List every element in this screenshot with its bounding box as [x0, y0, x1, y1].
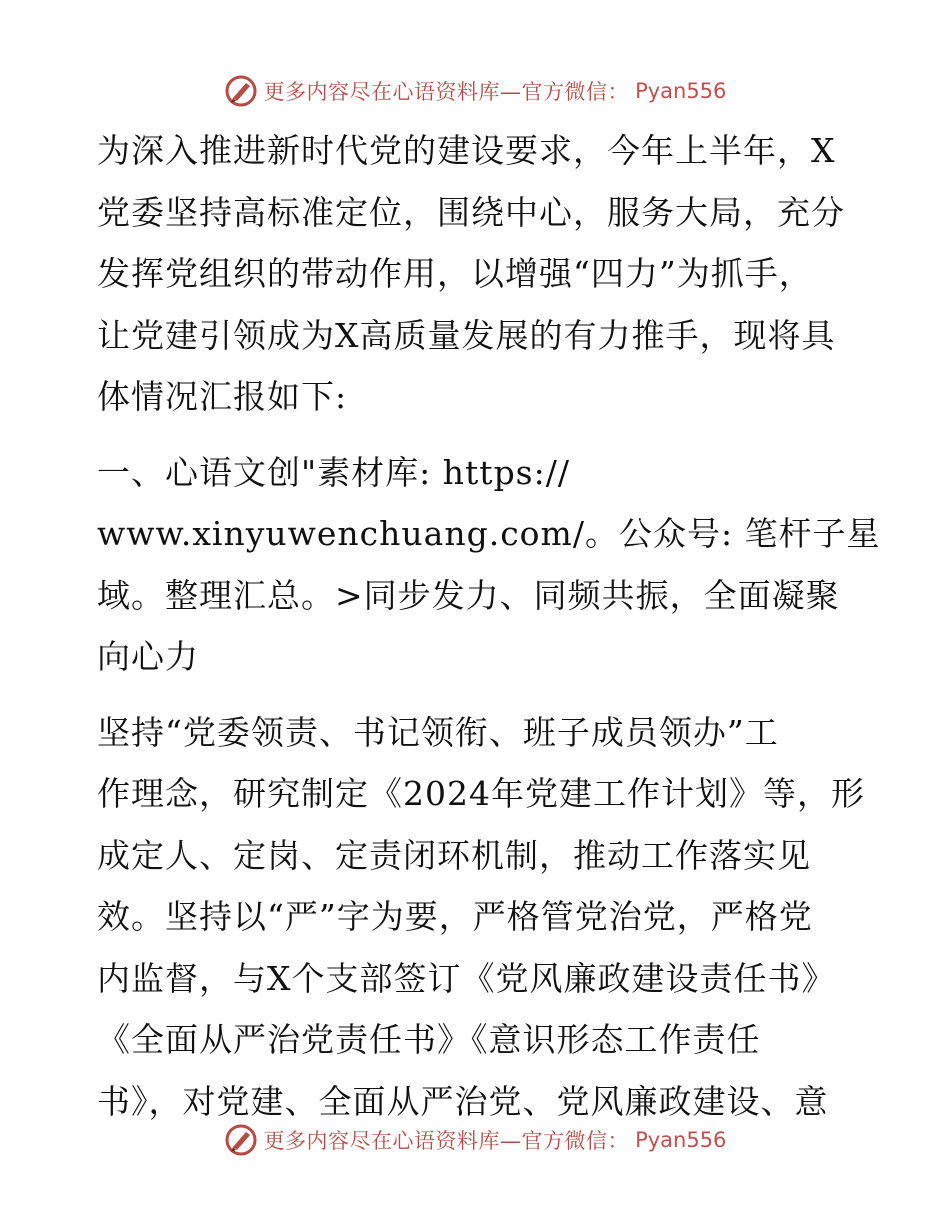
text-line: 一、心语文创"素材库: https://	[97, 452, 570, 492]
text-line: 内监督，与X个支部签订《党风廉政建设责任书》	[97, 958, 836, 998]
paragraph-section-heading	[97, 442, 881, 688]
watermark-wechat-id: Pyan556	[635, 79, 727, 103]
text-line: 作理念，研究制定《2024年党建工作计划》等，形	[97, 774, 865, 813]
pen-logo-icon	[224, 1123, 258, 1157]
document-body	[97, 120, 881, 1146]
text-line: 向心力	[97, 637, 199, 676]
header-watermark	[0, 71, 950, 111]
text-line: 域。整理汇总。>同步发力、同频共振，全面凝聚	[97, 575, 840, 615]
text-line: 发挥党组织的带动作用，以增强“四力”为抓手，	[97, 254, 813, 293]
text-line: 坚持“党委领责、书记领衔、班子成员领办”工	[97, 712, 779, 752]
text-line: 成定人、定岗、定责闭环机制，推动工作落实见	[97, 835, 811, 875]
text-line: 效。坚持以“严”字为要，严格管党治党，严格党	[97, 897, 813, 936]
text-line: 体情况汇报如下:	[97, 377, 348, 416]
pen-logo-icon	[224, 74, 258, 108]
paragraph-body	[97, 702, 865, 1133]
text-line: 为深入推进新时代党的建设要求，今年上半年，X	[97, 131, 836, 170]
paragraph-intro	[97, 120, 857, 428]
footer-watermark	[0, 1120, 950, 1160]
text-line: 党委坚持高标准定位，围绕中心，服务大局，充分	[97, 192, 845, 232]
text-line: 《全面从严治党责任书》《意识形态工作责任	[97, 1020, 761, 1059]
text-line: www.xinyuwenchuang.com/。公众号: 笔杆子星	[97, 514, 881, 553]
watermark-text: 更多内容尽在心语资料库—官方微信：	[263, 1129, 630, 1153]
watermark-text: 更多内容尽在心语资料库—官方微信：	[263, 80, 630, 104]
watermark-wechat-id: Pyan556	[635, 1128, 727, 1152]
text-line: 让党建引领成为X高质量发展的有力推手，现将具	[97, 315, 836, 355]
text-line: 书》，对党建、全面从严治党、党风廉政建设、意	[97, 1081, 829, 1121]
